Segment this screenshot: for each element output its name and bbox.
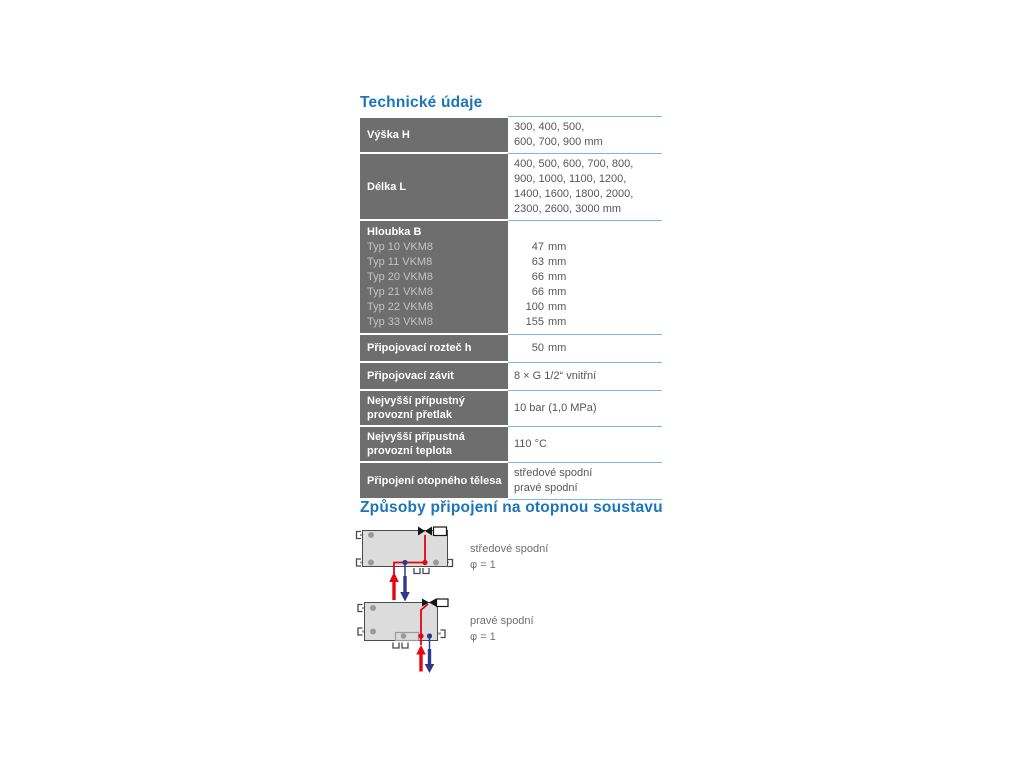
table-row-max-pressure: [360, 391, 662, 427]
depth-line: [514, 270, 658, 285]
depth-line: [514, 300, 658, 315]
row-label: Nejvyšší přípustný provozní přetlak: [360, 391, 508, 427]
depth-unit: mm: [548, 271, 567, 283]
return-arrow-down: [425, 649, 435, 673]
table-row-connection: [360, 463, 662, 500]
depth-number: 155: [525, 316, 544, 328]
type-line: Typ 33 VKM8: [367, 316, 434, 328]
table-row-depth: [360, 221, 662, 335]
connection-name: středové spodní: [470, 543, 549, 555]
value-spacer: [514, 225, 658, 240]
value-line: 1400, 1600, 1800, 2000,: [514, 188, 634, 200]
depth-line: [514, 315, 658, 330]
technical-data-title: Technické údaje: [360, 94, 483, 111]
depth-unit: mm: [548, 256, 567, 268]
row-value: [508, 116, 662, 154]
row-label: Připojení otopného tělesa: [360, 463, 508, 500]
supply-arrow-up: [416, 645, 426, 672]
depth-line: [514, 341, 658, 356]
depth-number: 66: [531, 271, 544, 283]
radiator-diagram-right-bottom: [352, 598, 467, 678]
table-row-pitch: [360, 335, 662, 363]
value-line: 10 bar (1,0 MPa): [514, 402, 597, 414]
depth-unit: mm: [548, 241, 567, 253]
row-label-title: Hloubka B: [367, 226, 422, 238]
type-line: Typ 11 VKM8: [367, 256, 433, 268]
value-line: 300, 400, 500,: [514, 121, 585, 133]
value-line: středové spodní: [514, 467, 593, 479]
type-line: Typ 22 VKM8: [367, 301, 434, 313]
depth-line: [514, 255, 658, 270]
feet-icon: [414, 568, 429, 574]
depth-number: 66: [531, 286, 544, 298]
value-line: 400, 500, 600, 700, 800,: [514, 158, 634, 170]
value-line: 110 °C: [514, 438, 547, 450]
row-label: Připojovací rozteč h: [360, 335, 508, 363]
phi-value: φ = 1: [470, 559, 496, 571]
value-line: 600, 700, 900 mm: [514, 136, 603, 148]
return-pipe: [402, 560, 407, 576]
technical-data-table: [360, 116, 662, 500]
table-row-length: [360, 154, 662, 221]
value-line: 8 × G 1/2“ vnitřní: [514, 370, 597, 382]
depth-unit: mm: [548, 316, 567, 328]
table-row-height: [360, 116, 662, 154]
connection-methods-title: Způsoby připojení na otopnou soustavu: [360, 499, 663, 516]
supply-arrow-up: [389, 572, 399, 600]
depth-unit: mm: [548, 286, 567, 298]
row-label: Délka L: [360, 154, 508, 221]
type-line: Typ 21 VKM8: [367, 286, 434, 298]
row-label: Připojovací závit: [360, 363, 508, 391]
depth-line: [514, 240, 658, 255]
row-value: [508, 335, 662, 363]
connection-name: pravé spodní: [470, 615, 534, 627]
type-line: Typ 20 VKM8: [367, 271, 434, 283]
row-value: [508, 463, 662, 500]
depth-number: 63: [531, 256, 544, 268]
row-value: [508, 391, 662, 427]
depth-line: [514, 285, 658, 300]
depth-unit: mm: [548, 342, 567, 354]
diagram-label-central-bottom: [470, 541, 548, 573]
depth-unit: mm: [548, 301, 567, 313]
type-line: Typ 10 VKM8: [367, 241, 434, 253]
phi-value: φ = 1: [470, 631, 496, 643]
radiator-diagram-central-bottom: [352, 524, 462, 606]
row-value: [508, 363, 662, 391]
row-label: Výška H: [360, 116, 508, 154]
value-line: 900, 1000, 1100, 1200,: [514, 173, 627, 185]
diagram-label-right-bottom: [470, 613, 534, 645]
value-line: pravé spodní: [514, 482, 578, 494]
table-row-thread: [360, 363, 662, 391]
depth-number: 50: [531, 342, 544, 354]
depth-number: 47: [531, 241, 544, 253]
row-value: [508, 221, 662, 335]
return-pipe: [427, 633, 432, 650]
row-value: [508, 427, 662, 463]
feet-icon: [393, 643, 408, 649]
depth-number: 100: [525, 301, 544, 313]
value-line: 2300, 2600, 3000 mm: [514, 203, 622, 215]
row-label: Nejvyšší přípustná provozní teplota: [360, 427, 508, 463]
table-row-max-temperature: [360, 427, 662, 463]
row-value: [508, 154, 662, 221]
row-label: [360, 221, 508, 335]
